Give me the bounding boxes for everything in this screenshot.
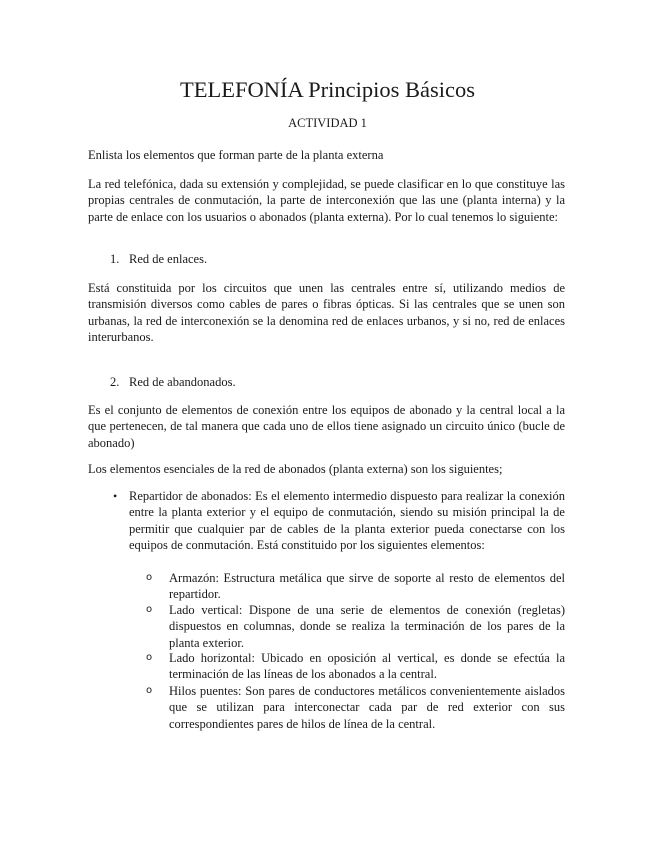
- item-number: 1.: [110, 252, 120, 266]
- bullet-text: Repartidor de abonados: Es el elemento intermedio dispuesto para realizar la conexión entre la planta exterior y el equipo de conmutación, siendo su misión principal la de permitir que cualquier par de cables de la planta exterior pueda conectarse con los equipos de conmutación. Está constituido por los siguientes elementos:: [129, 489, 565, 553]
- document-title: TELEFONÍA Principios Básicos: [180, 77, 475, 102]
- subitem-text: Armazón: Estructura metálica que sirve de soporte al resto de elementos del repartidor.: [169, 571, 565, 602]
- item-number: 2.: [110, 375, 120, 389]
- item-heading: Red de enlaces.: [129, 252, 208, 266]
- item-2-body: Es el conjunto de elementos de conexión entre los equipos de abonado y la central local a la que pertenecen, de tal manera que cada uno de ellos tiene asignado un circuito único (bucle de abonado): [88, 403, 565, 450]
- subitem-text: Hilos puentes: Son pares de conductores metálicos convenientemente aislados que se utilizan para interconectar cada par de red exterior con sus correspondientes pares de hilos de línea de la central.: [169, 684, 565, 731]
- elements-intro: Los elementos esenciales de la red de abonados (planta externa) son los siguientes;: [88, 462, 503, 476]
- prompt-text: Enlista los elementos que forman parte de la planta externa: [88, 148, 384, 162]
- sub-bullet-marker: o: [146, 572, 153, 583]
- sub-bullet-marker: o: [146, 685, 153, 696]
- sub-bullet-marker: o: [146, 604, 153, 615]
- subitem-text: Lado horizontal: Ubicado en oposición al vertical, es donde se efectúa la terminación de las líneas de los abonados a la central.: [169, 651, 565, 682]
- item-heading: Red de abandonados.: [129, 375, 236, 389]
- item-1-body: Está constituida por los circuitos que unen las centrales entre sí, utilizando medios de transmisión diversos como cables de pares o fibras ópticas. Si las centrales que se unen son urbanas, la red de interconexión se la denomina red de enlaces urbanos, y si no, red de enlaces interurbanos.: [88, 281, 565, 345]
- activity-label: ACTIVIDAD 1: [288, 116, 367, 130]
- sub-bullet-marker: o: [146, 652, 153, 663]
- bullet-marker: •: [113, 489, 118, 503]
- subitem-text: Lado vertical: Dispone de una serie de elementos de conexión (regletas) dispuestos en columnas, donde se realiza la terminación de los pares de la planta exterior.: [169, 603, 565, 650]
- intro-paragraph: La red telefónica, dada su extensión y complejidad, se puede clasificar en lo que constituye las propias centrales de conmutación, la parte de interconexión que las une (planta interna) y la parte de enlace con los usuarios o abonados (planta externa). Por lo cual tenemos lo siguiente:: [88, 177, 565, 224]
- numbered-item-1: [110, 251, 550, 267]
- numbered-item-2: [110, 374, 550, 390]
